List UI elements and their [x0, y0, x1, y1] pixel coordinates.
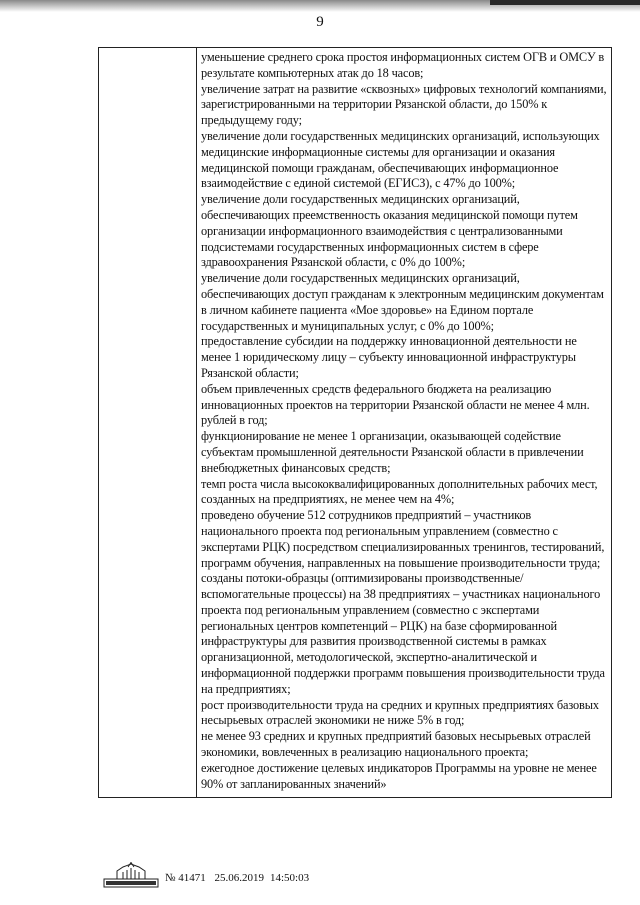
list-item: уменьшение среднего срока простоя информационных систем ОГВ и ОМСУ в результате компьютерных атак до 18 часов; — [201, 50, 605, 80]
list-item: увеличение доли государственных медицинских организаций, обеспечивающих преемственность оказания медицинской помощи путем организации информационного взаимодействия с централизованными подсистемами государственных информационных систем в сфере здравоохранения Рязанской области, с 0% до 100%; — [201, 192, 578, 270]
list-item: проведено обучение 512 сотрудников предприятий – участников национального проекта под региональным управлением (совместно с экспертами РЦК) посредством специализированных тренингов, тестирований, программ обучения, направленных на повышение производительности труда; — [201, 508, 605, 570]
doc-number: № 41471 — [165, 872, 206, 884]
list-item: объем привлеченных средств федерального бюджета на реализацию инновационных проектов на территории Рязанской области не менее 4 млн. рублей в год; — [201, 381, 590, 428]
scan-edge — [0, 0, 640, 12]
list-item: темп роста числа высококвалифицированных дополнительных рабочих мест, созданных на предприятиях, не менее чем на 4%; — [201, 476, 598, 507]
document-footer — [103, 862, 363, 890]
doc-date: 25.06.2019 — [214, 872, 264, 884]
government-seal-icon — [103, 862, 159, 888]
column-divider — [196, 48, 197, 797]
list-item: предоставление субсидии на поддержку инновационной деятельности не менее 1 юридическому лицу – субъекту инновационной инфраструктуры Рязанской области; — [201, 334, 577, 380]
list-item: созданы потоки-образцы (оптимизированы производственные/ вспомогательные процессы) на 38 предприятиях – участниках национального проекта под региональным управлением (совместно с экспертами региональных центров компетенций – РЦК) на базе сформированной инфраструктуры для развития производственной системы в рамках организационной, методологической, экспертно-аналитической и информационной поддержки программ повышения производительности труда на предприятиях; — [201, 571, 605, 696]
doc-time: 14:50:03 — [270, 872, 310, 884]
list-item: не менее 93 средних и крупных предприятий базовых несырьевых отраслей экономики, вовлеченных в реализацию национального проекта; — [201, 729, 591, 760]
list-item: увеличение доли государственных медицинских организаций, обеспечивающих доступ гражданам к электронным медицинским документам в личном кабинете пациента «Мое здоровье» на Едином портале государственных и муниципальных услуг, с 0% до 100%; — [201, 271, 604, 333]
list-item: ежегодное достижение целевых индикаторов Программы на уровне не менее 90% от запланированных значений» — [201, 760, 597, 791]
page-number: 9 — [316, 14, 324, 30]
content-table — [98, 47, 612, 798]
list-item: увеличение доли государственных медицинских организаций, использующих медицинские информационные системы для организации и оказания медицинской помощи гражданам, обеспечивающих информационное взаимодействие с единой системой (ЕГИСЗ), с 47% до 100%; — [201, 128, 600, 191]
list-item: увеличение затрат на развитие «сквозных» цифровых технологий компаниями, зарегистрированными на территории Рязанской области, до 150% к предыдущему году; — [201, 81, 607, 128]
list-item: функционирование не менее 1 организации, оказывающей содействие субъектам промышленной деятельности Рязанской области в привлечении внебюджетных финансовых средств; — [201, 429, 584, 475]
registration-stamp — [165, 872, 315, 884]
list-item: рост производительности труда на средних и крупных предприятиях базовых несырьевых отраслей экономики не ниже 5% в год; — [201, 697, 599, 728]
indicators-list — [201, 50, 609, 792]
